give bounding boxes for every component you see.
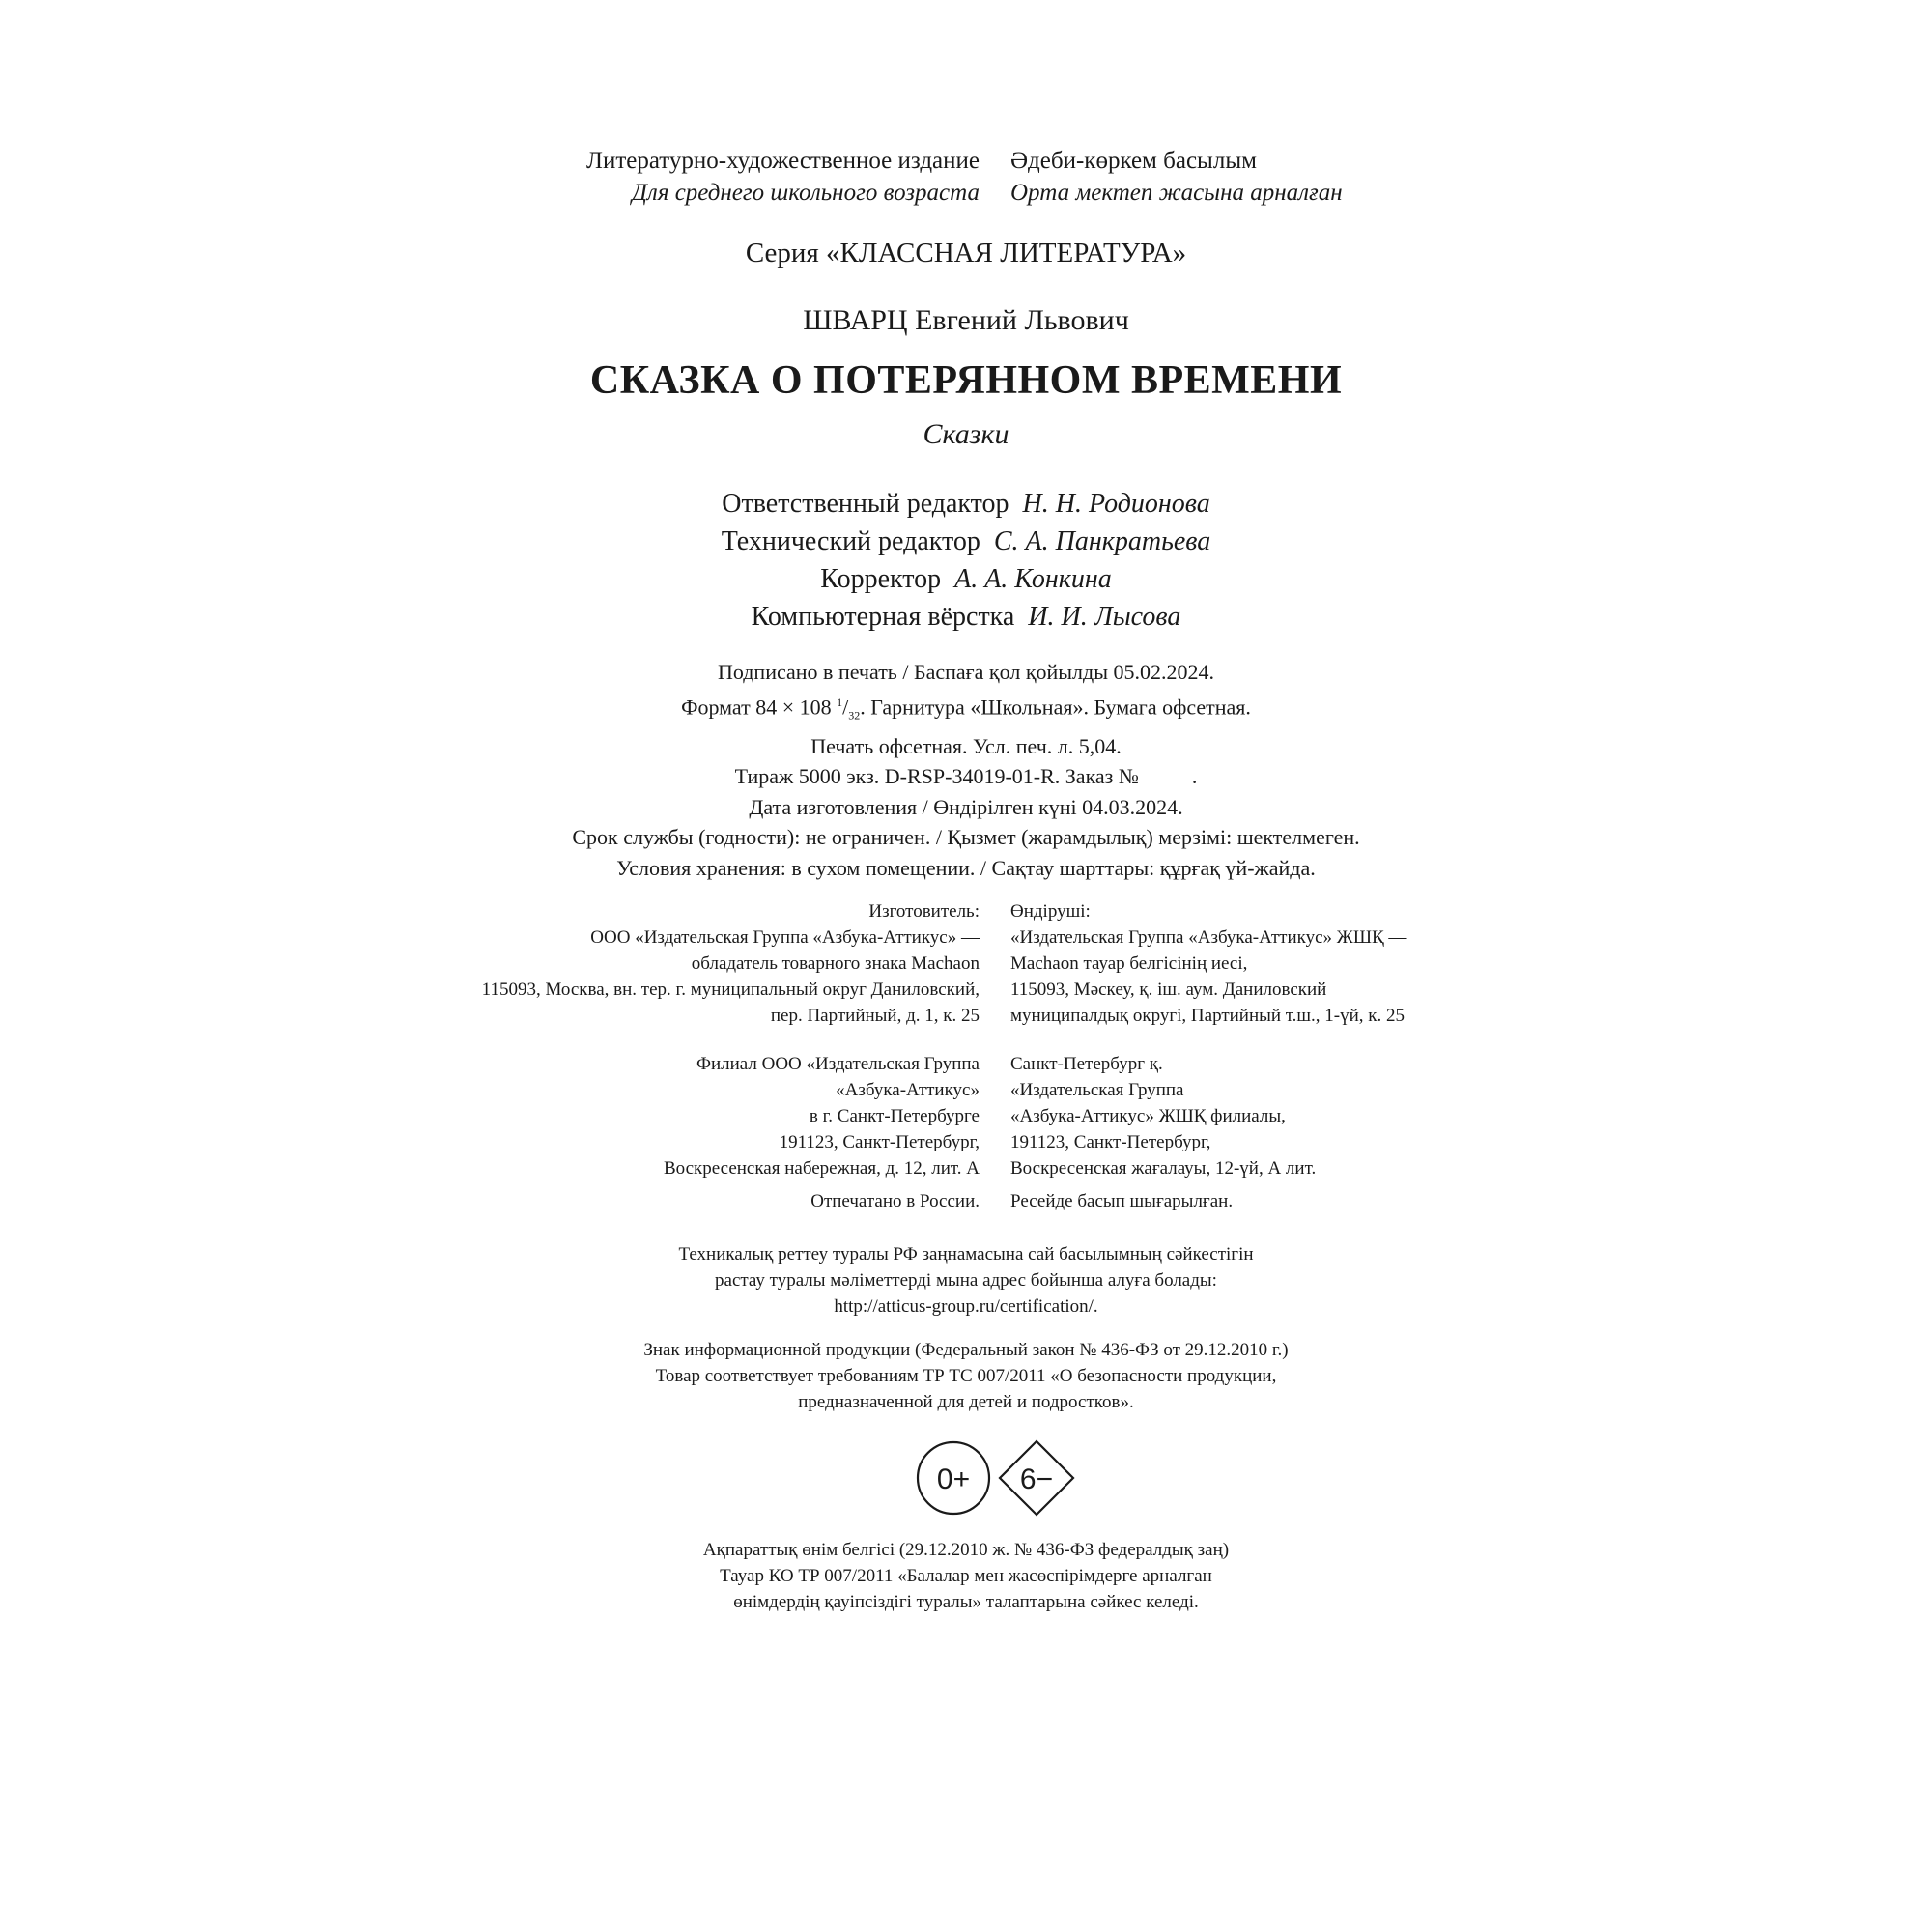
age-group-kz: Орта мектеп жасына арналған xyxy=(1010,180,1343,206)
age-marks xyxy=(915,1439,1079,1526)
printed-in-kz: Ресейде басып шығарылған. xyxy=(1010,1191,1234,1211)
certification-note: Техникалық реттеу туралы РФ заңнамасына сай басылымның сәйкестігін растау туралы мәліметтерді мына адрес бойынша алуға болады: http://atticus-group.ru/certification/. xyxy=(678,1244,1254,1317)
credit-row xyxy=(0,560,1932,598)
edition-type-ru: Литературно-художественное издание xyxy=(586,148,980,174)
info-mark-ru: Знак информационной продукции (Федеральный закон № 436-ФЗ от 29.12.2010 г.) Товар соответствует требованиям ТР ТС 007/2011 «О безопасности продукции, предназначенной для детей и подростков». xyxy=(643,1340,1289,1412)
age-group-ru: Для среднего школьного возраста xyxy=(632,180,980,206)
branch-ru: Филиал ООО «Издательская Группа «Азбука-Аттикус» в г. Санкт-Петербурге 191123, Санкт-Петербург, Воскресенская набережная, д. 12, лит. А xyxy=(663,1054,980,1179)
credits xyxy=(0,485,1932,636)
credit-row xyxy=(0,485,1932,523)
service-life: Срок службы (годности): не ограничен. / Қызмет (жарамдылық) мерзімі: шектелмеген. xyxy=(572,825,1360,850)
credit-role: Компьютерная вёрстка xyxy=(751,602,1015,632)
credit-name: Н. Н. Родионова xyxy=(1022,489,1210,519)
printed-in-ru: Отпечатано в России. xyxy=(810,1191,980,1211)
signed-date: Подписано в печать / Баспаға қол қойылды 05.02.2024. xyxy=(717,660,1215,684)
credit-row xyxy=(0,598,1932,636)
imprint-data xyxy=(0,657,1932,883)
age-circle-label: 0+ xyxy=(936,1463,971,1495)
storage-conditions: Условия хранения: в сухом помещении. / Сақтау шарттары: құрғақ үй-жайда. xyxy=(616,855,1316,880)
age-diamond-label: 6− xyxy=(1019,1463,1054,1495)
format-line: Формат 84 × 108 $^1/_{32}$. Гарнитура «Школьная». Бумага офсетная. xyxy=(681,694,1251,723)
credit-name: С. А. Панкратьева xyxy=(993,526,1211,556)
book-genre: Сказки xyxy=(923,418,1009,450)
credit-name: А. А. Конкина xyxy=(954,564,1112,594)
author-name: ШВАРЦ Евгений Львович xyxy=(803,304,1129,336)
manufacturer-kz: Өндіруші: «Издательская Группа «Азбука-Аттикус» ЖШҚ — Machaon тауар белгісінің иесі, 115093, Мәскеу, қ. іш. аум. Даниловский муниципалдық округі, Партийный т.ш., 1-үй, к. 25 xyxy=(1010,901,1407,1026)
edition-header-kz xyxy=(1010,145,1343,209)
credit-name: И. И. Лысова xyxy=(1028,602,1181,632)
credit-role: Корректор xyxy=(820,564,942,594)
edition-header-ru xyxy=(586,145,980,209)
edition-type-kz: Әдеби-көркем басылым xyxy=(1010,148,1257,174)
credit-role: Технический редактор xyxy=(721,526,980,556)
book-title: СКАЗКА О ПОТЕРЯННОМ ВРЕМЕНИ xyxy=(589,358,1343,403)
series-line: Серия «КЛАССНАЯ ЛИТЕРАТУРА» xyxy=(745,238,1187,269)
credit-role: Ответственный редактор xyxy=(722,489,1009,519)
credit-row xyxy=(0,523,1932,560)
branch-kz: Санкт-Петербург қ. «Издательская Группа «Азбука-Аттикус» ЖШҚ филиалы, 191123, Санкт-Петербург, Воскресенская жағалауы, 12-үй, А лит. xyxy=(1010,1054,1317,1179)
manufacture-date: Дата изготовления / Өндірілген күні 04.03.2024. xyxy=(749,794,1183,819)
info-mark-kz: Ақпараттық өнім белгісі (29.12.2010 ж. № 436-ФЗ федералдық заң) Тауар КО ТР 007/2011 «Балалар мен жасөспірімдерге арналған өнімдердің қауіпсіздігі туралы» талаптарына сәйкес келеді. xyxy=(702,1540,1230,1612)
print-run-line: Тираж 5000 экз. D-RSP-34019-01-R. Заказ № . xyxy=(734,764,1198,789)
print-line: Печать офсетная. Усл. печ. л. 5,04. xyxy=(810,733,1122,758)
manufacturer-ru: Изготовитель: ООО «Издательская Группа «Азбука-Аттикус» — обладатель товарного знака Machaon 115093, Москва, вн. тер. г. муниципальный округ Даниловский, пер. Партийный, д. 1, к. 25 xyxy=(481,901,980,1026)
